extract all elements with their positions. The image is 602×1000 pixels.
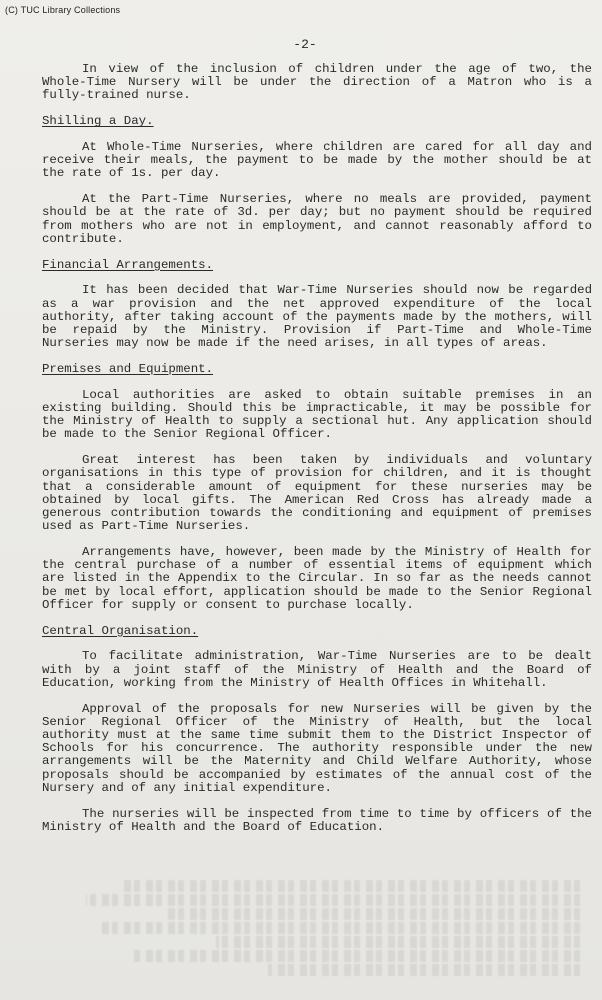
section-heading-shilling-a-day: Shilling a Day. bbox=[42, 114, 154, 129]
section-heading-premises-and-equipment: Premises and Equipment. bbox=[42, 362, 214, 377]
paragraph-inspection: The nurseries will be inspected from time to time by officers of the Ministry of Health and the Board of Education. bbox=[42, 806, 592, 834]
paragraph-premises: Local authorities are asked to obtain suitable premises in an existing building. Should this be impracticable, it may be possible for the Ministry of Health to supply a sectional hut. Any application should be made to the Senior Regional Officer. bbox=[42, 387, 592, 442]
paragraph-war-provision: It has been decided that War-Time Nurseries should now be regarded as a war provision and the net approved expenditure of the local authority, after taking account of the payments made by the mothers, will be repaid by the Ministry. Provision if Part-Time and Whole-Time Nurseries may now be made if the need arises, in all types of areas. bbox=[42, 283, 592, 351]
page-number: -2- bbox=[293, 37, 317, 52]
paragraph-part-time-payment: At the Part-Time Nurseries, where no meals are provided, payment should be at the rate of 3d. per day; but no payment should be required from mothers who are not in employment, and cannot reasonably afford to contribute. bbox=[42, 192, 592, 246]
paragraph-central-purchase: Arrangements have, however, been made by the Ministry of Health for the central purchase of a number of essential items of equipment which are listed in the Appendix to the Circular. In so far as the needs cannot be met by local effort, application should be made to the Senior Regional Officer for supply or consent to purchase locally. bbox=[42, 545, 592, 612]
paragraph-joint-staff: To facilitate administration, War-Time Nurseries are to be dealt with by a joint staff of the Ministry of Health and the Board of Education, working from the Ministry of Health Offices in Whitehall. bbox=[42, 649, 592, 690]
paragraph-approval: Approval of the proposals for new Nurseries will be given by the Senior Regional Officer of the Ministry of Health, but the local authority must at the same time submit them to the District Inspector of Schools for his concurrence. The authority responsible under the new arrangements will be the Maternity and Child Welfare Authority, whose proposals should be accompanied by estimates of the annual cost of the Nursery and of any initial expenditure. bbox=[42, 701, 592, 795]
document-body bbox=[42, 63, 592, 834]
bleed-through-texture bbox=[60, 880, 580, 990]
section-heading-financial-arrangements: Financial Arrangements. bbox=[42, 257, 214, 272]
paragraph-local-gifts: Great interest has been taken by individuals and voluntary organisations in this type of provision for children, and it is thought that a considerable amount of equipment for these nurseries may be obtained by local gifts. The American Red Cross has already made a generous contribution towards the conditioning and equipment of premises used as Part-Time Nurseries. bbox=[42, 453, 592, 534]
copyright-notice: (C) TUC Library Collections bbox=[5, 5, 121, 15]
section-heading-central-organisation: Central Organisation. bbox=[42, 623, 199, 638]
paragraph-whole-time-payment: At Whole-Time Nurseries, where children are cared for all day and receive their meals, the payment to be made by the mother should be at the rate of 1s. per day. bbox=[42, 140, 592, 181]
paragraph-matron: In view of the inclusion of children under the age of two, the Whole-Time Nursery will be under the direction of a Matron who is a fully-trained nurse. bbox=[42, 62, 592, 103]
